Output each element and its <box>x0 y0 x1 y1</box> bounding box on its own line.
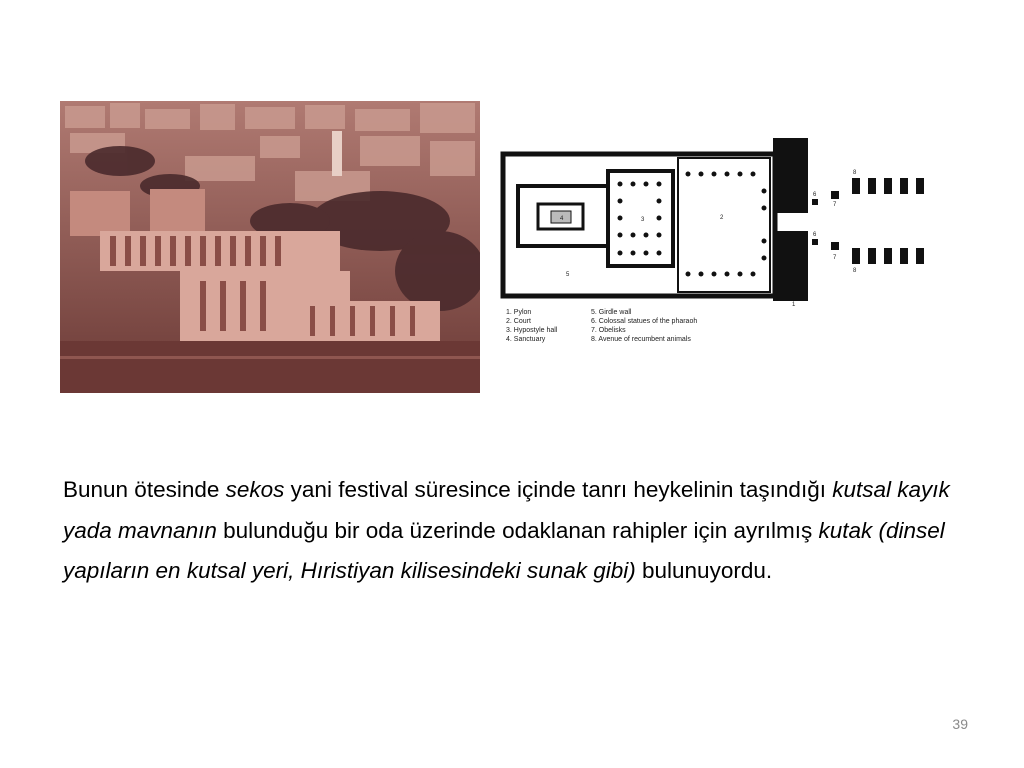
page-number: 39 <box>952 716 968 732</box>
plan-number-6-bottom: 6 <box>813 232 817 238</box>
plan-legend-item: 4. Sanctuary <box>506 336 546 343</box>
plan-number-2: 2 <box>720 215 724 221</box>
body-paragraph <box>63 470 963 592</box>
plan-number-3: 3 <box>641 217 645 223</box>
plan-number-4: 4 <box>560 216 564 222</box>
temple-aerial-photo-graphic <box>60 101 480 393</box>
temple-floor-plan-graphic <box>498 136 938 351</box>
plan-number-1: 1 <box>792 302 796 308</box>
plan-legend-item: 1. Pylon <box>506 309 532 316</box>
paragraph-emphasis: sekos <box>225 477 285 502</box>
plan-number-8-bottom: 8 <box>853 268 857 274</box>
plan-legend-item: 6. Colossal statues of the pharaoh <box>591 318 698 325</box>
plan-number-5: 5 <box>566 272 570 278</box>
paragraph-segment: yani festival süresince içinde tanrı heykelinin taşındığı <box>284 477 833 502</box>
plan-legend-item: 2. Court <box>506 318 531 325</box>
plan-number-7-top: 7 <box>833 202 837 208</box>
temple-floor-plan <box>498 136 938 351</box>
paragraph-segment: Bunun ötesinde <box>63 477 226 502</box>
paragraph-emphasis: kutsal kayık yada mavnanın <box>63 477 950 543</box>
paragraph-segment: bulunuyordu. <box>635 558 773 583</box>
plan-number-8-top: 8 <box>853 170 857 176</box>
plan-legend-item: 3. Hypostyle hall <box>506 327 558 334</box>
plan-number-6-top: 6 <box>813 192 817 198</box>
plan-number-7-bottom: 7 <box>833 255 837 261</box>
temple-aerial-photo <box>60 101 480 393</box>
paragraph-segment: bulunduğu bir oda üzerinde odaklanan rahipler için ayrılmış <box>216 517 819 543</box>
plan-legend-item: 8. Avenue of recumbent animals <box>591 336 691 343</box>
plan-legend-item: 5. Girdle wall <box>591 309 632 316</box>
paragraph-emphasis: kutak (dinsel yapıların en kutsal yeri, Hıristiyan kilisesindeki sunak gibi) <box>63 517 945 583</box>
plan-legend-item: 7. Obelisks <box>591 327 626 334</box>
